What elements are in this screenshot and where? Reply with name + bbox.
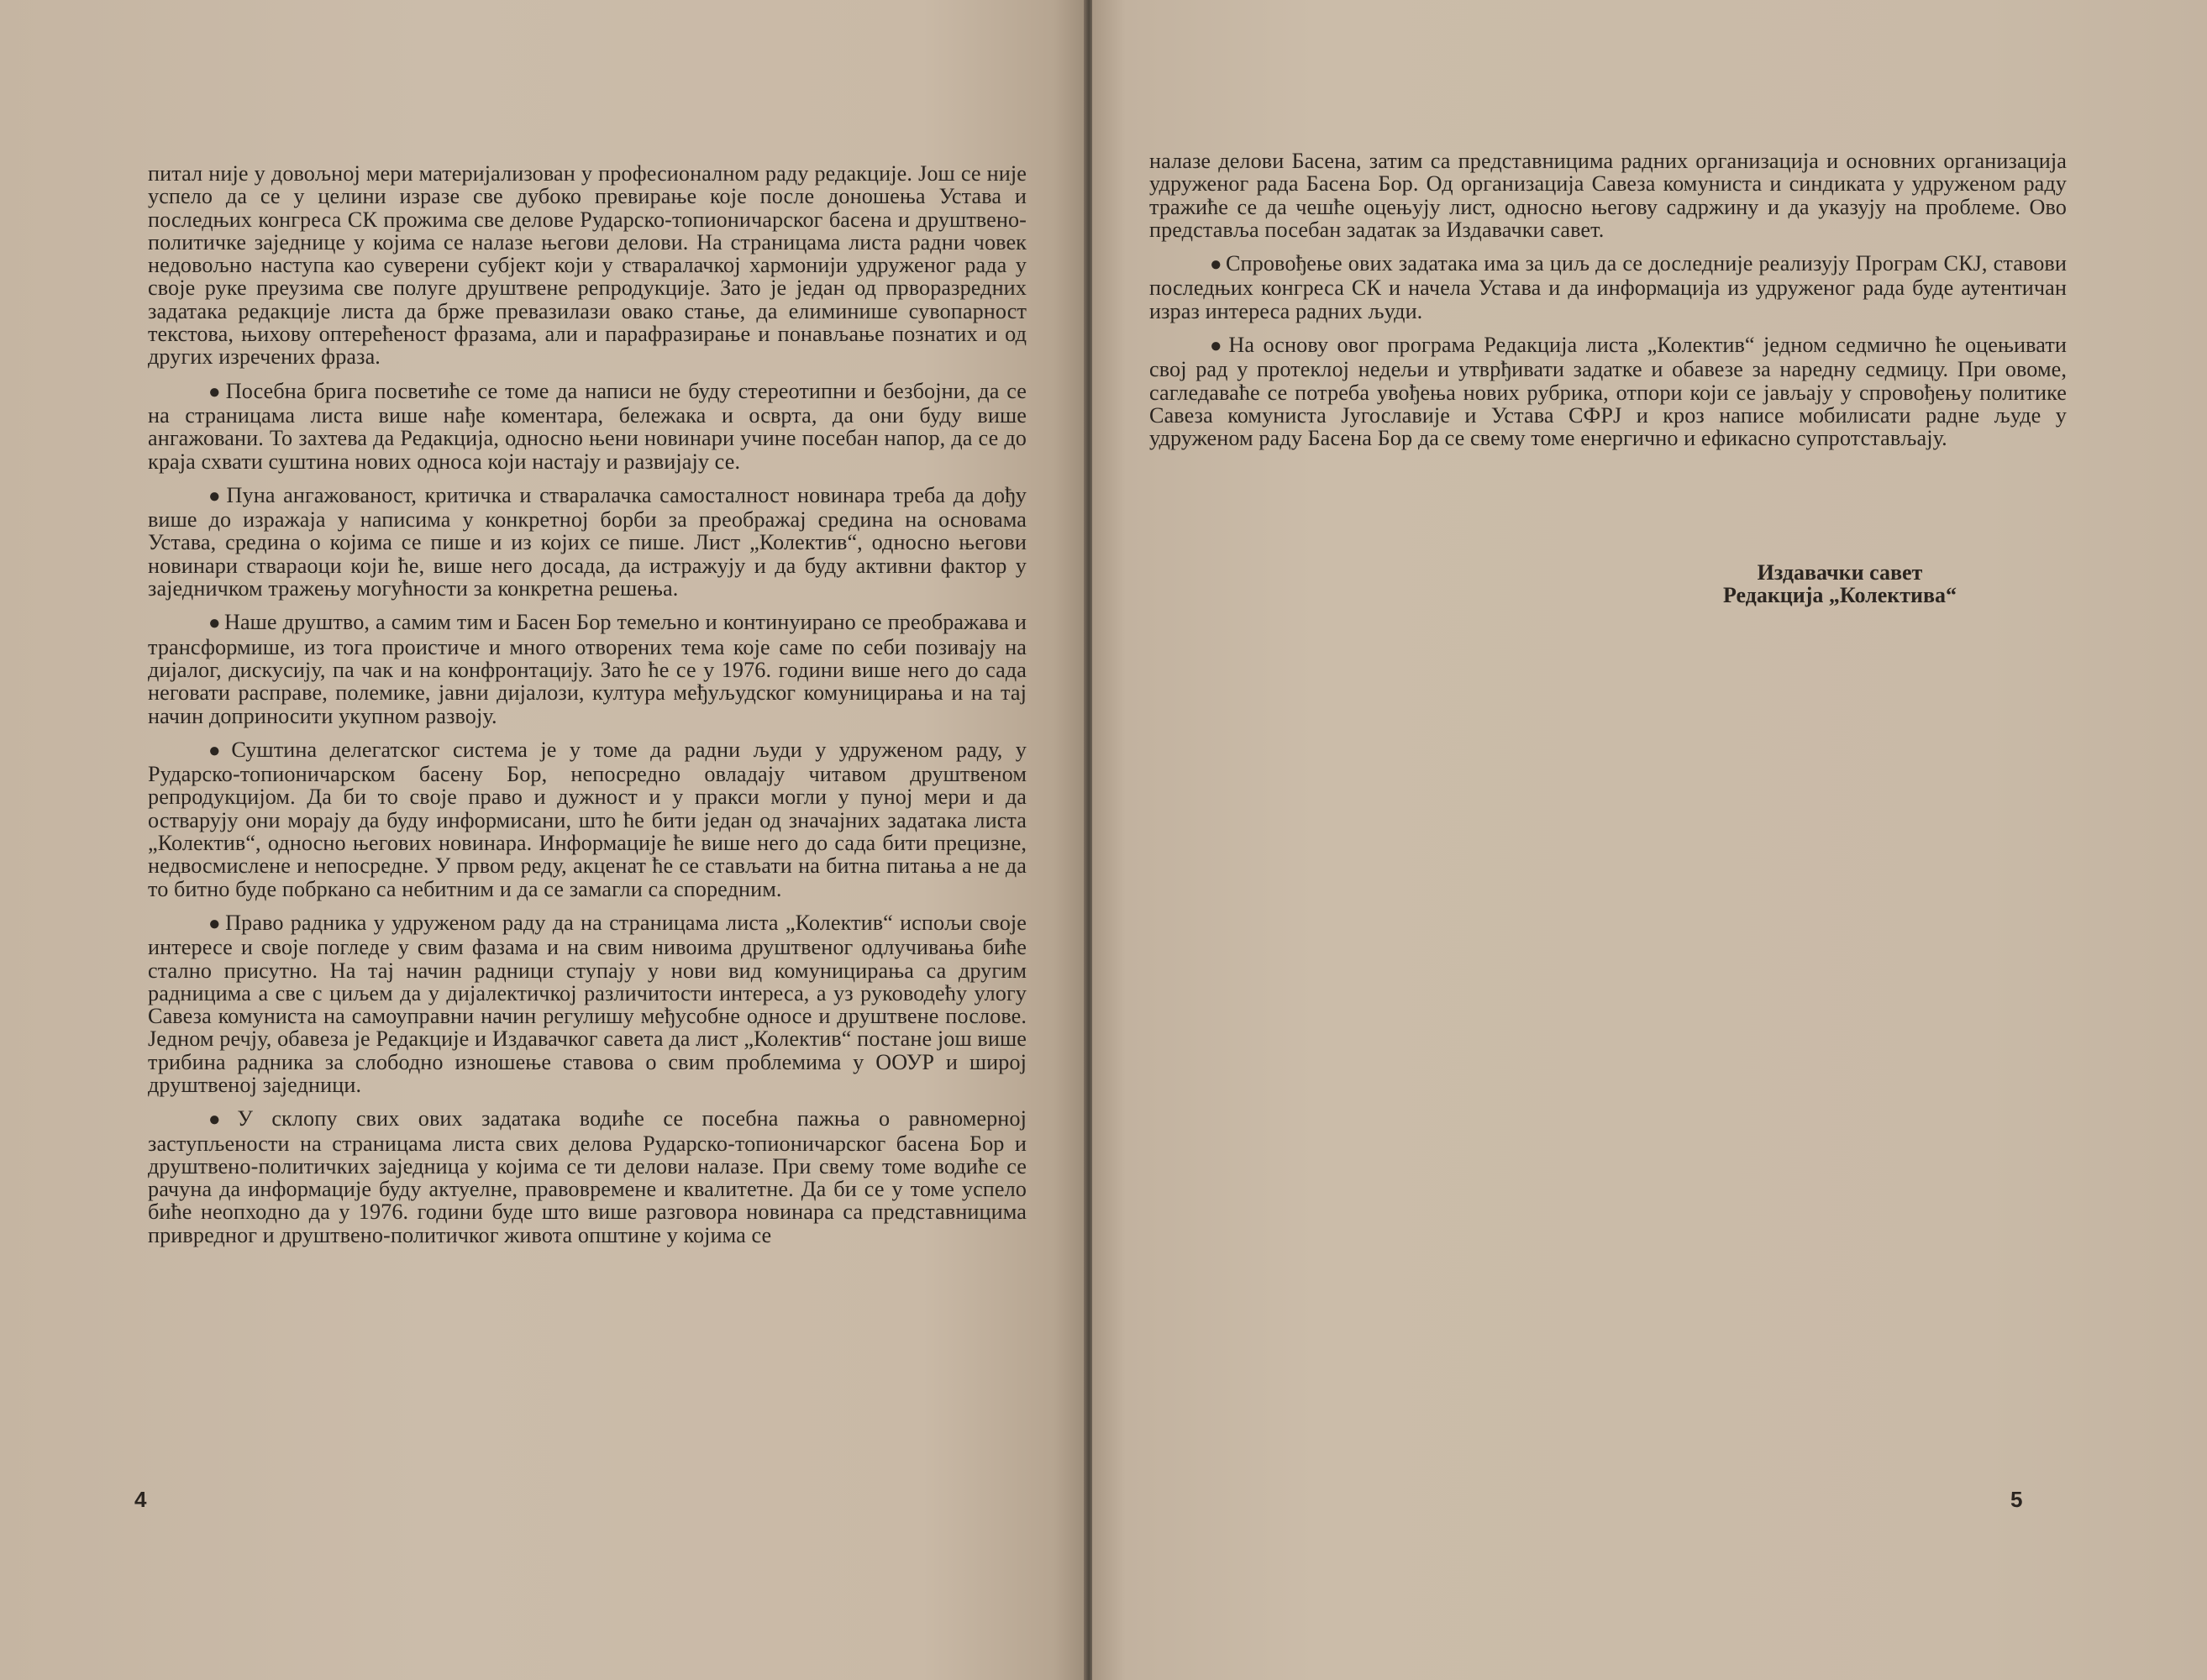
bullet-icon: ●: [208, 381, 223, 403]
paragraph: [148, 162, 1027, 369]
paragraph-text: Спровођење ових задатака има за циљ да се доследније реализују Програм СКЈ, ставови последњих конгреса СК и начела Устава и да информација из удруженог рада буде аутентичан израз интереса радних људи.: [1149, 251, 2067, 323]
right-page-text: [1149, 150, 2067, 461]
paragraph: [1149, 150, 2067, 241]
page-number: 4: [134, 1487, 147, 1512]
signature-publisher: Издавачки савет: [1757, 560, 1923, 585]
signature-editorial: Редакција „Колектива“: [1722, 583, 1957, 607]
paragraph-text: На основу овог програма Редакција листа „Колектив“ једном седмично ће оцењивати свој рад у протеклој недељи и утврђивати задатке и обавезе за наредну седмицу. При овоме, сагледаваће се потреба увођења нових рубрика, отпори који се јављају у спровођењу политике Савеза комуниста Југославије и Устава СФРЈ и кроз написе мобилисати радне људе у удруженом раду Басена Бор да се свему томе енергично и ефикасно супротстављају.: [1149, 333, 2067, 451]
paragraph-text: Наше друштво, а самим тим и Басен Бор темељно и континуирано се преображава и трансформише, из тога проистиче и много отворених тема које саме по себи позивају на дијалог, дискусију, па чак и на конфронтацију. Зато ће се у 1976. години више него до сада неговати расправе, полемике, јавни дијалози, култура међуљудског комуницирања и на тај начин доприносити укупном развоју.: [148, 610, 1027, 728]
paragraph-text: Пуна ангажованост, критичка и стваралачка самосталност новинара треба да дођу више до изражаја у написима у конкретној борби за преображај средина на основама Устава, средина о којима се пише и из којих се пише. Лист „Колектив“, односно његови новинари ствараоци који ће, више него досада, да истражују и да буду активни фактор у заједничком тражењу могућности за конкретна решења.: [148, 482, 1027, 601]
bullet-icon: ●: [208, 739, 229, 762]
bullet-icon: ●: [208, 612, 221, 635]
paragraph-text: Право радника у удруженом раду да на страницама листа „Колектив“ испољи своје интересе и своје погледе у свим фазама и на свим нивоима друштвеног одлучивања биће стално присутно. На тај начин радници ступају у нови вид комуницирања са другим радницима а све с циљем да у дијалектичкој различитости интереса, а уз руководећу улогу Савеза комуниста на самоуправни начин регулишу међусобне односе и друштвене послове. Једном речју, обавеза је Редакције и Издавачког савета да лист „Колектив“ постане још више трибина радника за слободно изношење ставова о свим проблемима у ООУР и широј друштвеној заједници.: [148, 910, 1027, 1097]
paragraph: [148, 380, 1027, 473]
paragraph-text: Суштина делегатског система је у томе да радни људи у удруженом раду, у Рударско-топионичарском басену Бор, непосредно овладају читавом друштвеном репродукцијом. Да би то своје право и дужност и у пракси могли у пуној мери и да остварују они морају да буду информисани, што ће бити један од значајних задатака листа „Колектив“, односно његових новинара. Информације ће више него до сада бити прецизне, недвосмислене и непосредне. У првом реду, акценат ће се стављати на битна питања а не да то битно буде побркано са небитним и да се замагли са споредним.: [148, 737, 1027, 901]
bullet-icon: ●: [1210, 335, 1226, 358]
paragraph-text: У склопу свих ових задатака водиће се посебна пажња о равномерној заступљености на страницама листа свих делова Рударско-топионичарског басена Бор и друштвено-политичких заједница у којима се ти делови налазе. При свему томе водиће се рачуна да информације буду актуелне, правовремене и квалитетне. Да би се у томе успело биће неопходно да у 1976. години буде што више разговора новинара са представницима привредног и друштвено-политичког живота општине у којима се: [148, 1106, 1027, 1247]
paragraph: [148, 484, 1027, 600]
bullet-icon: ●: [208, 912, 223, 935]
bullet-icon: ●: [208, 485, 223, 507]
paragraph: [148, 1107, 1027, 1247]
bullet-icon: ●: [208, 1109, 234, 1131]
paragraph: [148, 611, 1027, 727]
paragraph-text: Посебна брига посветиће се томе да написи не буду стереотипни и безбојни, да се на страницама листа више нађе коментара, бележака и осврта, да они буду више ангажовани. То захтева да Редакција, односно њени новинари учине посебан напор, да се до краја схвати суштина нових односа који настају и развијају се.: [148, 378, 1027, 474]
paragraph: [1149, 333, 2067, 449]
paragraph: [148, 911, 1027, 1096]
page-number: 5: [2010, 1487, 2023, 1512]
right-page: [1092, 0, 2207, 1680]
left-page-text: [148, 162, 1027, 1257]
paragraph-text: налазе делови Басена, затим са представницима радних организација и основних организација удруженог рада Басена Бор. Од организација Савеза комуниста и синдиката у удруженом раду тражиће се да чешће оцењују лист, односно његову садржину и да указују на проблеме. Ово представља посебан задатак за Издавачки савет.: [1149, 149, 2067, 242]
bullet-icon: ●: [1210, 254, 1222, 276]
paragraph: [1149, 252, 2067, 323]
paragraph: [148, 738, 1027, 900]
left-page: [0, 0, 1086, 1680]
paragraph-text: питал није у довољној мери материјализован у професионалном раду редакције. Још се није успело да се у целини изразе све дубоко превирање које после доношења Устава и последњих конгреса СК прожима све делове Рударско-топионичарског басена и друштвено-политичке заједнице у којима се налазе његови делови. На страницама листа радни човек недовољно наступа као суверени субјект који у стваралачкој хармонији удруженог рада у своје руке преузима све полуге друштвене репродукције. Зато је један од првоpазредних задатака редакције листа да брже превазилази овако стање, да елиминише сувопарност текстова, њихову оптерећеност фразама, али и парафразирање и понављање познатих и од других изречених фраза.: [148, 161, 1027, 370]
